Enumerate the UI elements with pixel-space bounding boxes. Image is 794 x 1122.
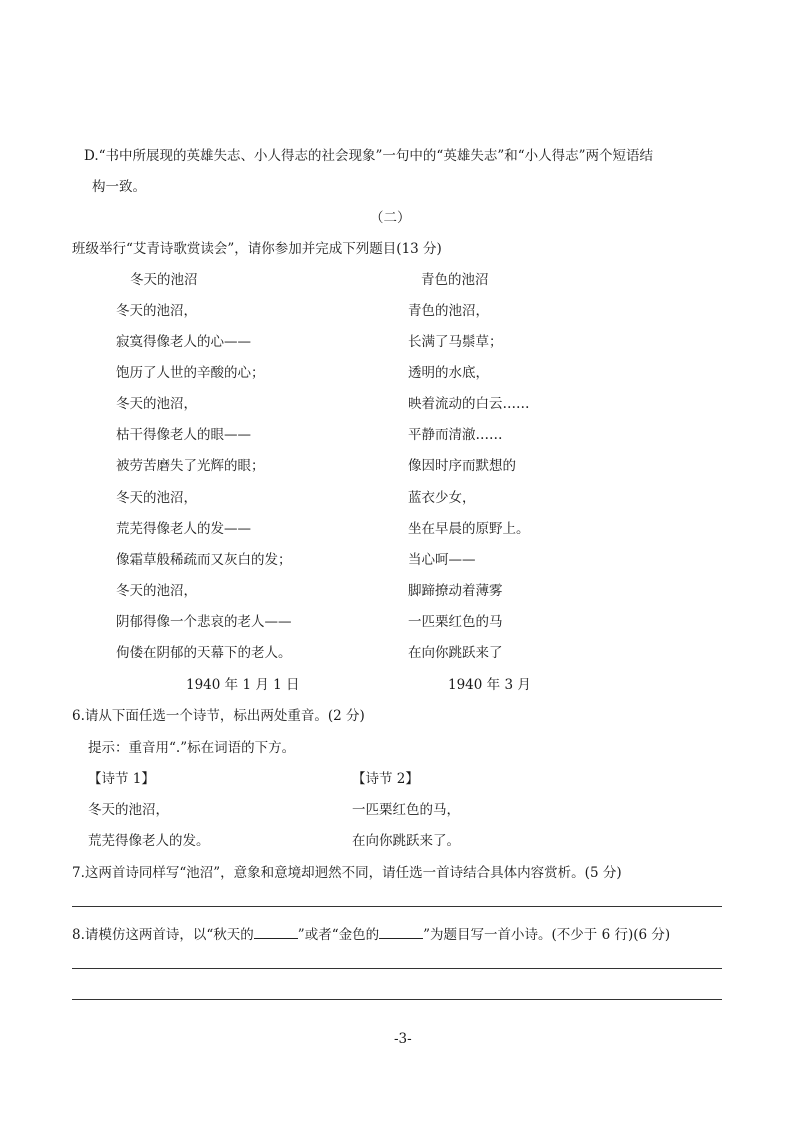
question-6: 6.请从下面任选一个诗节，标出两处重音。(2 分) bbox=[72, 708, 365, 724]
question-7: 7.这两首诗同样写“池沼”，意象和意境却迥然不同，请任选一首诗结合具体内容赏析。(5 分) bbox=[72, 865, 622, 881]
answer-line-q8-2[interactable] bbox=[72, 999, 722, 1000]
poem-right-line: 映着流动的白云…… bbox=[408, 396, 530, 412]
stanza-2-line: 一匹栗红色的马， bbox=[352, 802, 460, 818]
poem-right-title: 青色的池沼 bbox=[421, 272, 489, 288]
poem-left-line: 阴郁得像一个悲哀的老人—— bbox=[116, 614, 292, 630]
poem-right-line: 蓝衣少女， bbox=[408, 490, 476, 506]
poem-right-line: 像因时序而默想的 bbox=[408, 458, 516, 474]
poem-left-date: 1940 年 1 月 1 日 bbox=[186, 677, 300, 693]
question-8-part3: ”为题目写一首小诗。(不少于 6 行)(6 分) bbox=[423, 927, 671, 943]
option-d-line2: 构一致。 bbox=[92, 179, 146, 195]
page-number: -3- bbox=[394, 1031, 412, 1047]
poem-left-line: 饱历了人世的辛酸的心； bbox=[116, 365, 265, 381]
stanza-2-line: 在向你跳跃来了。 bbox=[352, 833, 460, 849]
stanza-1-label: 【诗节 1】 bbox=[88, 771, 155, 787]
poem-right-date: 1940 年 3 月 bbox=[448, 677, 531, 693]
option-d-line1: D.“书中所展现的英雄失志、小人得志的社会现象”一句中的“英雄失志”和“小人得志”两个短语结 bbox=[84, 148, 654, 164]
question-8 bbox=[72, 923, 670, 943]
section-heading: （二） bbox=[370, 210, 411, 226]
question-8-part2: ”或者“金色的 bbox=[297, 927, 380, 943]
poem-left-line: 像霜草般稀疏而又灰白的发； bbox=[116, 552, 292, 568]
title-blank-golden[interactable] bbox=[379, 925, 423, 939]
title-blank-autumn[interactable] bbox=[254, 925, 298, 939]
poem-left-line: 佝偻在阴郁的天幕下的老人。 bbox=[116, 645, 292, 661]
poem-left-line: 冬天的池沼， bbox=[116, 583, 197, 599]
question-6-hint: 提示：重音用“.”标在词语的下方。 bbox=[88, 740, 296, 756]
poem-left-line: 冬天的池沼， bbox=[116, 396, 197, 412]
question-8-part1: 8.请模仿这两首诗，以“秋天的 bbox=[72, 927, 254, 943]
stanza-2-label: 【诗节 2】 bbox=[352, 771, 419, 787]
poem-left-line: 冬天的池沼， bbox=[116, 303, 197, 319]
poem-right-line: 青色的池沼， bbox=[408, 303, 489, 319]
poem-right-line: 长满了马鬃草； bbox=[408, 334, 503, 350]
poem-right-line: 坐在早晨的原野上。 bbox=[408, 521, 530, 537]
poem-right-line: 在向你跳跃来了 bbox=[408, 645, 503, 661]
poem-right-line: 当心呵—— bbox=[408, 552, 476, 568]
stanza-1-line: 荒芜得像老人的发。 bbox=[88, 833, 210, 849]
poem-right-line: 平静而清澈…… bbox=[408, 427, 503, 443]
poem-right-line: 透明的水底， bbox=[408, 365, 489, 381]
stanza-1-line: 冬天的池沼， bbox=[88, 802, 169, 818]
section-intro: 班级举行“艾青诗歌赏读会”，请你参加并完成下列题目(13 分) bbox=[72, 241, 442, 257]
poem-right-line: 一匹栗红色的马 bbox=[408, 614, 503, 630]
poem-left-line: 寂寞得像老人的心—— bbox=[116, 334, 251, 350]
answer-line-q7[interactable] bbox=[72, 906, 722, 907]
poem-right-line: 脚蹄撩动着薄雾 bbox=[408, 583, 503, 599]
poem-left-title: 冬天的池沼 bbox=[130, 272, 198, 288]
answer-line-q8-1[interactable] bbox=[72, 968, 722, 969]
poem-left-line: 荒芜得像老人的发—— bbox=[116, 521, 251, 537]
poem-left-line: 枯干得像老人的眼—— bbox=[116, 427, 251, 443]
poem-left-line: 被劳苦磨失了光辉的眼； bbox=[116, 458, 265, 474]
poem-left-line: 冬天的池沼， bbox=[116, 490, 197, 506]
